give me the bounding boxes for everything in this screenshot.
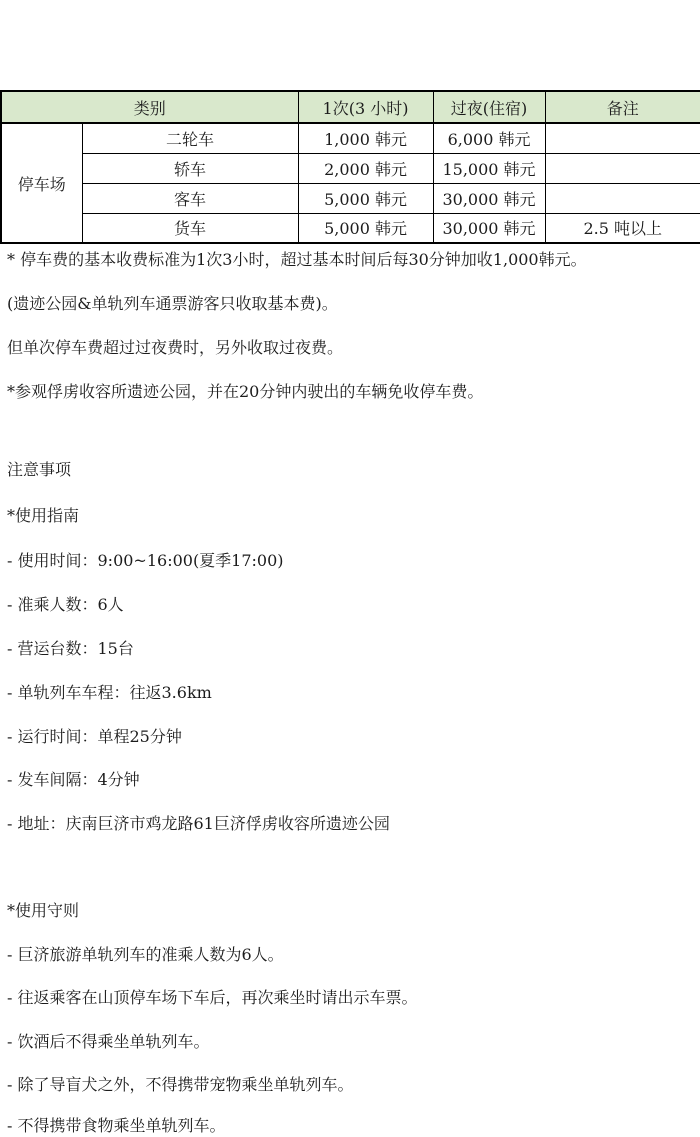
guide-item: - 使用时间：9:00~16:00(夏季17:00) [7, 551, 284, 570]
cell-overnight: 30,000 韩元 [433, 183, 545, 213]
rule-item: - 除了导盲犬之外，不得携带宠物乘坐单轨列车。 [7, 1075, 354, 1094]
header-cell-overnight: 过夜(住宿) [433, 91, 545, 123]
cell-remark [545, 153, 700, 183]
rule-item: - 饮酒后不得乘坐单轨列车。 [7, 1032, 210, 1051]
parking-fee-table [0, 90, 700, 244]
table-header-row [1, 91, 700, 123]
cell-type: 二轮车 [82, 123, 298, 153]
guide-item: - 单轨列车车程：往返3.6km [7, 683, 212, 702]
fee-note-line: (遗迹公园&单轨列车通票游客只收取基本费)。 [7, 294, 338, 313]
group-label-cell: 停车场 [1, 123, 82, 243]
guide-section-title: *使用指南 [7, 506, 80, 525]
fee-note-line: *参观俘虏收容所遗迹公园，并在20分钟内驶出的车辆免收停车费。 [7, 382, 484, 401]
header-cell-category: 类别 [1, 91, 298, 123]
table-row [1, 183, 700, 213]
cell-session: 5,000 韩元 [298, 183, 433, 213]
cell-session: 1,000 韩元 [298, 123, 433, 153]
rule-item: - 不得携带食物乘坐单轨列车。 [7, 1116, 226, 1135]
guide-item: - 地址：庆南巨济市鸡龙路61巨济俘虏收容所遗迹公园 [7, 814, 390, 833]
header-cell-session: 1次(3 小时) [298, 91, 433, 123]
cell-type: 货车 [82, 213, 298, 243]
guide-item: - 准乘人数：6人 [7, 595, 124, 614]
cell-overnight: 30,000 韩元 [433, 213, 545, 243]
rules-section-title: *使用守则 [7, 901, 80, 920]
guide-item: - 发车间隔：4分钟 [7, 770, 140, 789]
fee-note-line: * 停车费的基本收费标准为1次3小时，超过基本时间后每30分钟加收1,000韩元。 [7, 250, 587, 269]
cell-overnight: 6,000 韩元 [433, 123, 545, 153]
rule-item: - 往返乘客在山顶停车场下车后，再次乘坐时请出示车票。 [7, 988, 418, 1007]
attention-section-title: 注意事项 [7, 460, 72, 479]
cell-session: 5,000 韩元 [298, 213, 433, 243]
fee-note-line: 但单次停车费超过过夜费时，另外收取过夜费。 [7, 338, 344, 357]
table-row [1, 153, 700, 183]
guide-item: - 营运台数：15台 [7, 639, 134, 658]
guide-item: - 运行时间：单程25分钟 [7, 727, 182, 746]
cell-remark [545, 183, 700, 213]
table-row [1, 213, 700, 243]
cell-remark: 2.5 吨以上 [545, 213, 700, 243]
rule-item: - 巨济旅游单轨列车的准乘人数为6人。 [7, 945, 284, 964]
header-cell-remark: 备注 [545, 91, 700, 123]
cell-session: 2,000 韩元 [298, 153, 433, 183]
cell-overnight: 15,000 韩元 [433, 153, 545, 183]
cell-type: 轿车 [82, 153, 298, 183]
cell-type: 客车 [82, 183, 298, 213]
cell-remark [545, 123, 700, 153]
table-row [1, 123, 700, 153]
